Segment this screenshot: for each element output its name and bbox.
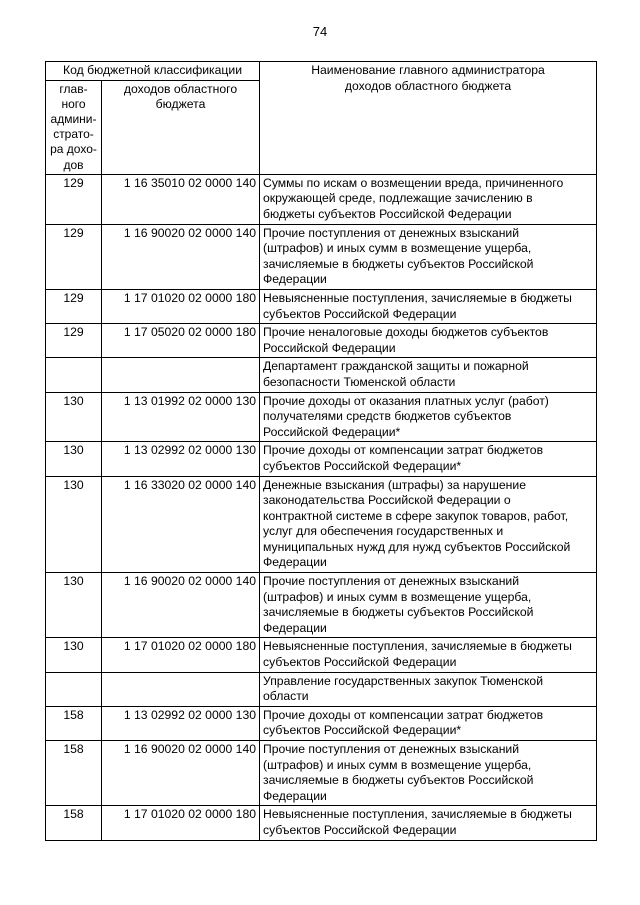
income-code (102, 358, 260, 392)
header-code-group: Код бюджетной классификации (46, 62, 260, 81)
income-code: 1 13 02992 02 0000 130 (102, 706, 260, 740)
income-name: Прочие неналоговые доходы бюджетов субъектов Российской Федерации (260, 324, 597, 358)
income-code: 1 16 90020 02 0000 140 (102, 573, 260, 638)
income-name: Невыясненные поступления, зачисляемые в бюджеты субъектов Российской Федерации (260, 289, 597, 323)
income-name: Прочие доходы от оказания платных услуг (работ) получателями средств бюджетов субъектов Российской Федерации* (260, 392, 597, 442)
income-name: Прочие доходы от компенсации затрат бюджетов субъектов Российской Федерации* (260, 706, 597, 740)
department-name: Управление государственных закупок Тюменской области (260, 672, 597, 706)
income-code (102, 672, 260, 706)
income-code: 1 16 33020 02 0000 140 (102, 476, 260, 573)
chief-admin-code: 129 (46, 224, 102, 289)
income-name: Прочие поступления от денежных взысканий (штрафов) и иных сумм в возмещение ущерба, зачисляемые в бюджеты субъектов Российской Федерации (260, 224, 597, 289)
table-row (46, 392, 597, 442)
table-body (46, 174, 597, 840)
chief-admin-code: 158 (46, 741, 102, 806)
chief-admin-code: 129 (46, 289, 102, 323)
table-row (46, 324, 597, 358)
budget-classification-table (45, 61, 597, 841)
header-admin-name: Наименование главного администратора доходов областного бюджета (260, 62, 597, 175)
chief-admin-code: 158 (46, 806, 102, 840)
chief-admin-code: 130 (46, 573, 102, 638)
income-code: 1 17 01020 02 0000 180 (102, 806, 260, 840)
income-code: 1 13 02992 02 0000 130 (102, 442, 260, 476)
income-code: 1 17 01020 02 0000 180 (102, 289, 260, 323)
table-row (46, 224, 597, 289)
table-row (46, 442, 597, 476)
table-row (46, 741, 597, 806)
department-name: Департамент гражданской защиты и пожарной безопасности Тюменской области (260, 358, 597, 392)
income-name: Прочие поступления от денежных взысканий (штрафов) и иных сумм в возмещение ущерба, зачисляемые в бюджеты субъектов Российской Федерации (260, 741, 597, 806)
income-code: 1 17 01020 02 0000 180 (102, 638, 260, 672)
chief-admin-code: 130 (46, 638, 102, 672)
income-name: Суммы по искам о возмещении вреда, причиненного окружающей среде, подлежащие зачислению в бюджеты субъектов Российской Федерации (260, 174, 597, 224)
header-chief-admin: глав- ного админи- страто- ра дохо- дов (46, 80, 102, 174)
section-header-row (46, 358, 597, 392)
header-row-group (46, 62, 597, 81)
chief-admin-code (46, 672, 102, 706)
income-code: 1 13 01992 02 0000 130 (102, 392, 260, 442)
table-row (46, 174, 597, 224)
income-code: 1 16 90020 02 0000 140 (102, 741, 260, 806)
table-row (46, 289, 597, 323)
table-row (46, 638, 597, 672)
chief-admin-code: 130 (46, 392, 102, 442)
table-row (46, 476, 597, 573)
table-row (46, 706, 597, 740)
chief-admin-code: 129 (46, 174, 102, 224)
income-name: Невыясненные поступления, зачисляемые в бюджеты субъектов Российской Федерации (260, 806, 597, 840)
chief-admin-code: 158 (46, 706, 102, 740)
income-name: Денежные взыскания (штрафы) за нарушение законодательства Российской Федерации о контрактной системе в сфере закупок товаров, работ, услуг для обеспечения государственных и муниципальных нужд для нужд субъектов Российской Федерации (260, 476, 597, 573)
chief-admin-code: 130 (46, 442, 102, 476)
income-name: Прочие доходы от компенсации затрат бюджетов субъектов Российской Федерации* (260, 442, 597, 476)
income-code: 1 16 35010 02 0000 140 (102, 174, 260, 224)
table-row (46, 806, 597, 840)
income-code: 1 17 05020 02 0000 180 (102, 324, 260, 358)
income-name: Прочие поступления от денежных взысканий (штрафов) и иных сумм в возмещение ущерба, зачисляемые в бюджеты субъектов Российской Федерации (260, 573, 597, 638)
page-number: 74 (312, 24, 328, 39)
header-income-code: доходов областного бюджета (102, 80, 260, 174)
chief-admin-code (46, 358, 102, 392)
chief-admin-code: 130 (46, 476, 102, 573)
table-row (46, 573, 597, 638)
income-name: Невыясненные поступления, зачисляемые в бюджеты субъектов Российской Федерации (260, 638, 597, 672)
chief-admin-code: 129 (46, 324, 102, 358)
income-code: 1 16 90020 02 0000 140 (102, 224, 260, 289)
section-header-row (46, 672, 597, 706)
